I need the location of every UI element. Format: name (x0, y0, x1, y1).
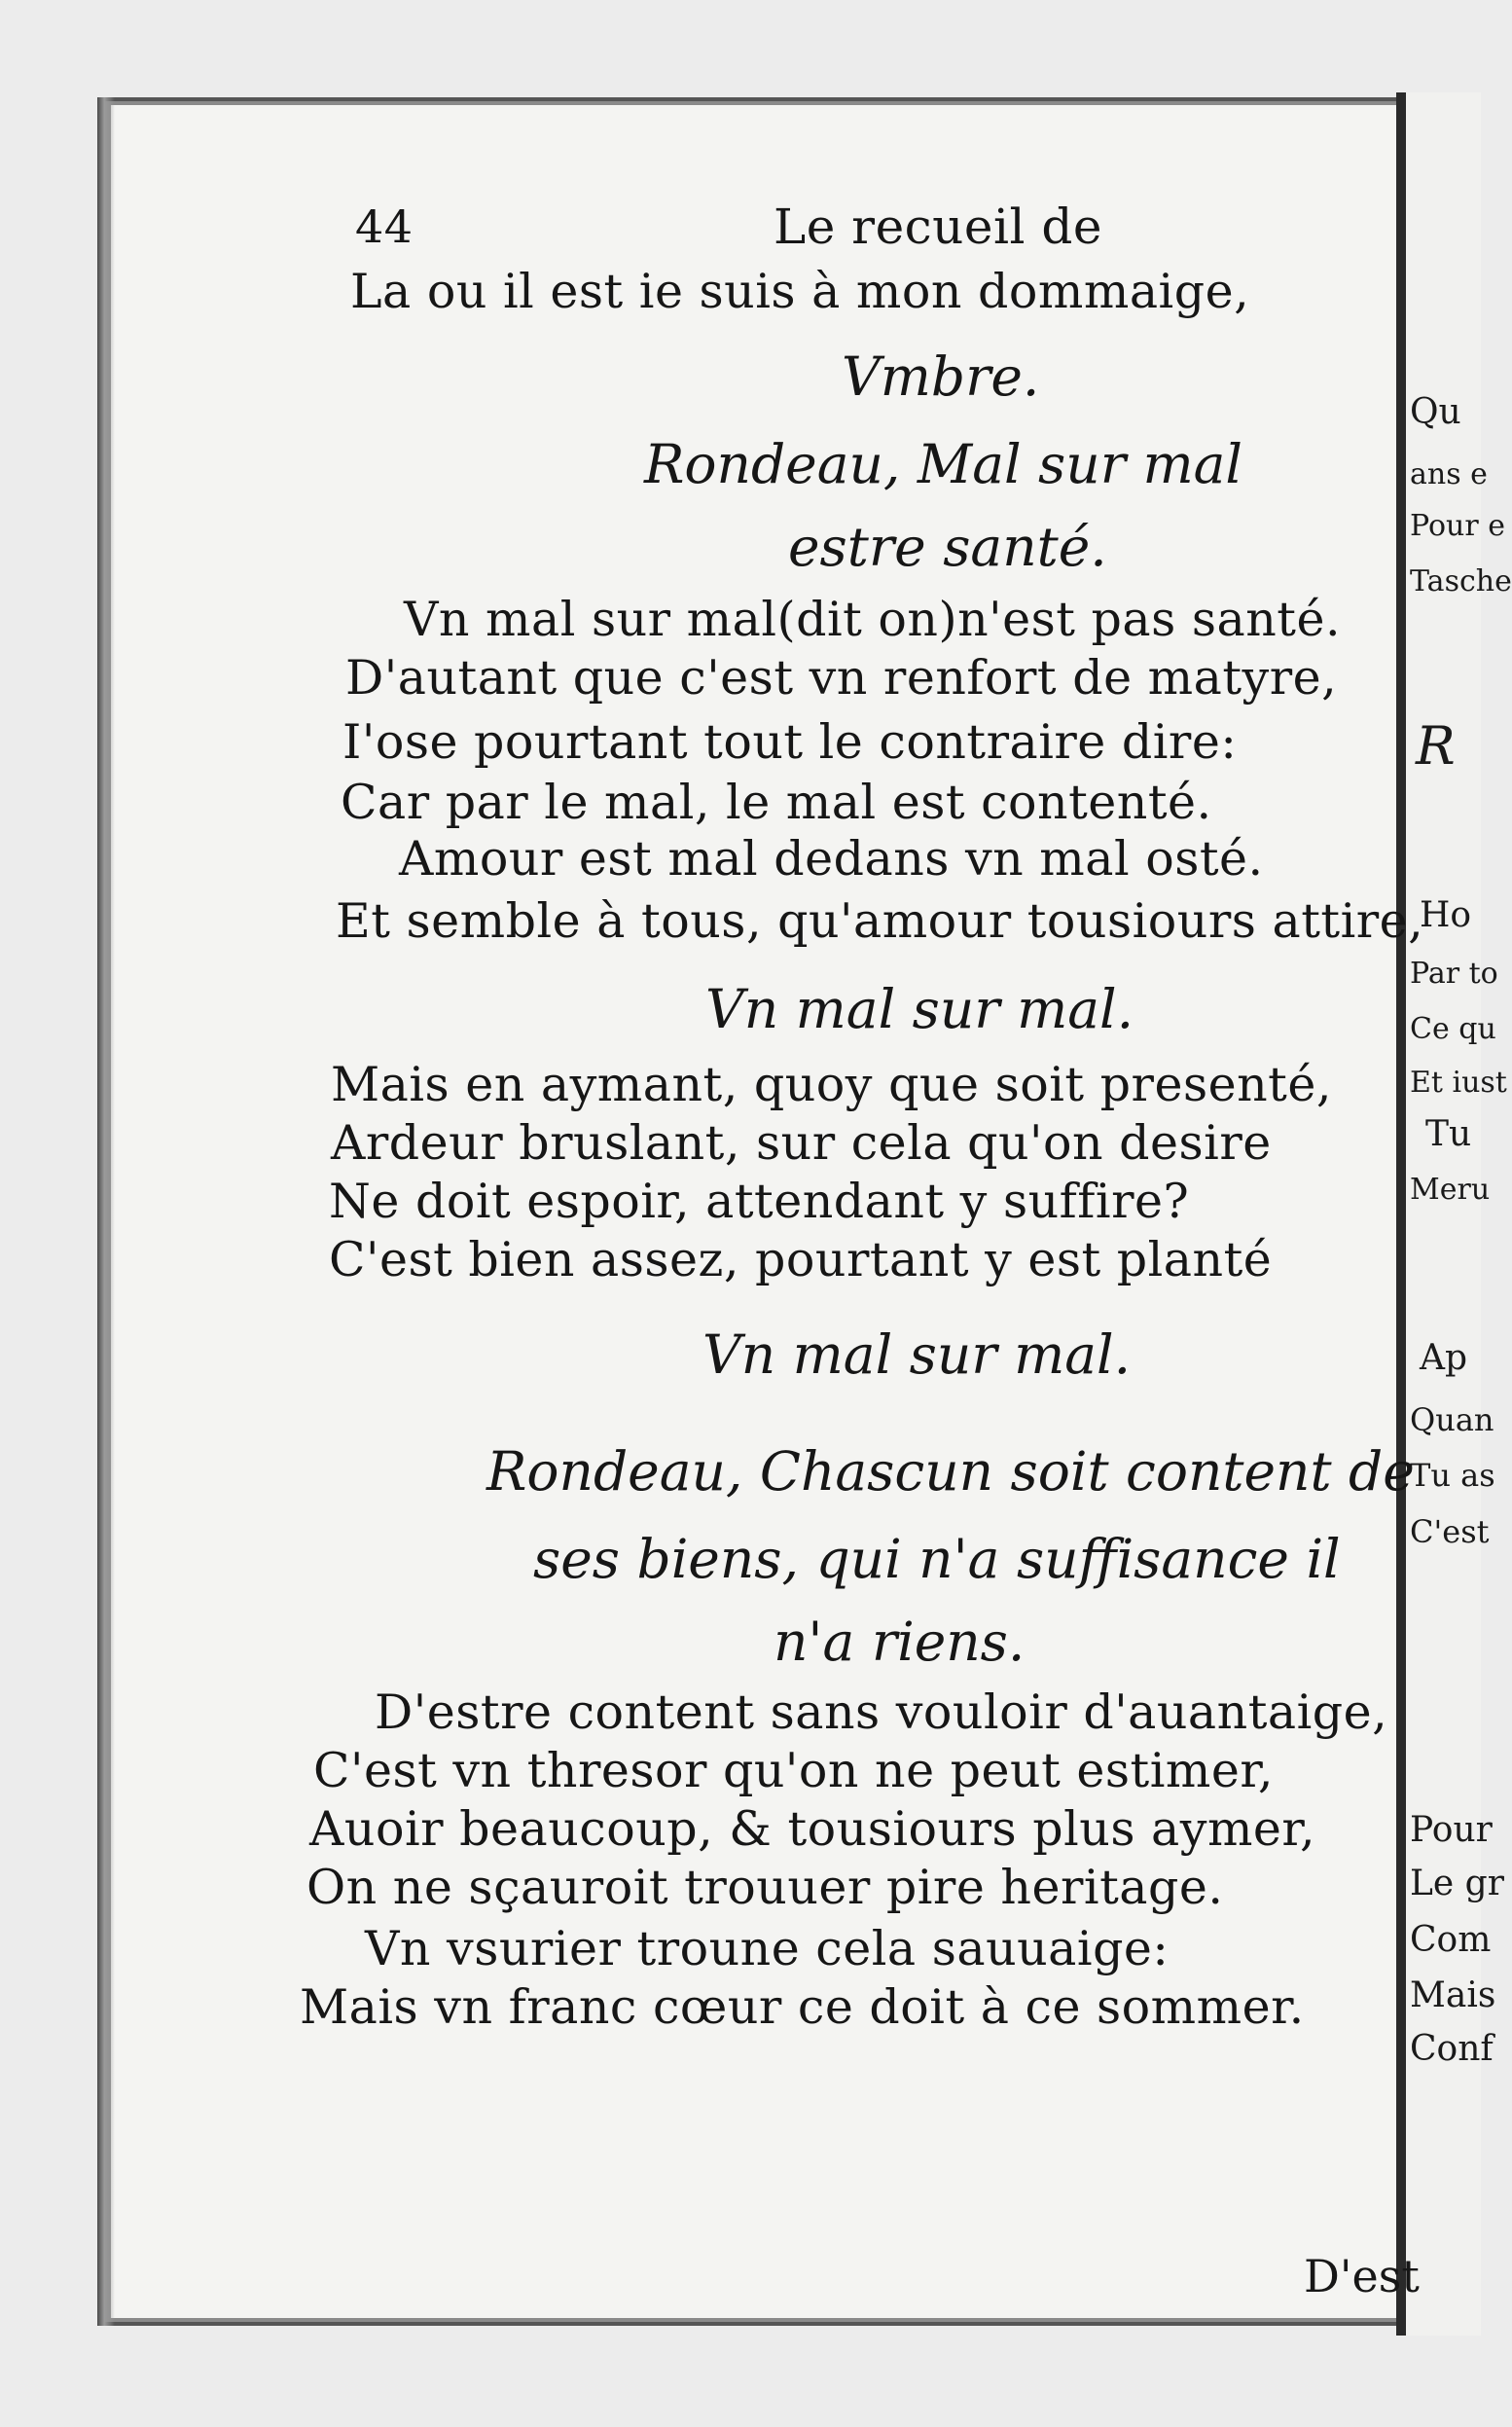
text-line: La ou il est ie suis à mon dommaige, (350, 264, 1250, 319)
text-line: D'autant que c'est vn renfort de matyre, (345, 650, 1338, 706)
facing-page-fragment: Tasche (1410, 564, 1512, 598)
text-line: Auoir beaucoup, & tousiours plus aymer, (309, 1801, 1316, 1857)
text-line: Amour est mal dedans vn mal osté. (399, 831, 1264, 887)
facing-page-fragment: Ho (1420, 895, 1472, 935)
facing-page-fragment: Conf (1410, 2029, 1494, 2069)
facing-page-fragment: Par to (1410, 957, 1498, 991)
section-heading: Rondeau, Mal sur mal (644, 433, 1243, 495)
text-line: Mais vn franc cœur ce doit à ce sommer. (300, 1979, 1305, 2035)
facing-page-fragment: Ce qu (1410, 1012, 1496, 1046)
text-line: On ne sçauroit trouuer pire heritage. (306, 1860, 1224, 1915)
text-line: Vn mal sur mal(dit on)n'est pas santé. (404, 592, 1342, 647)
text-line: Et semble à tous, qu'amour tousiours attire, (336, 893, 1424, 949)
section-heading: Vmbre. (842, 345, 1040, 408)
refrain-line: Vn mal sur mal. (705, 978, 1134, 1040)
facing-page-fragment: Mais (1410, 1975, 1496, 2015)
facing-page-fragment: Com (1410, 1920, 1492, 1960)
page-number: 44 (355, 200, 414, 253)
facing-page-edge (1396, 92, 1512, 2336)
running-head: Le recueil de (774, 199, 1102, 255)
catchword: D'est (1304, 2250, 1420, 2302)
facing-page-fragment: Pour (1410, 1810, 1493, 1850)
text-line: C'est bien assez, pourtant y est planté (329, 1232, 1273, 1287)
facing-page-fragment: Le gr (1410, 1864, 1504, 1903)
refrain-line: Vn mal sur mal. (702, 1323, 1132, 1386)
text-line: C'est vn thresor qu'on ne peut estimer, (313, 1743, 1274, 1798)
facing-page-fragment: ans e (1410, 457, 1488, 491)
text-line: Vn vsurier troune cela sauuaige: (365, 1921, 1170, 1976)
section-heading: ses biens, qui n'a suffisance il (533, 1528, 1341, 1590)
facing-page-fragment: Et iust (1410, 1066, 1507, 1100)
text-line: I'ose pourtant tout le contraire dire: (342, 714, 1238, 770)
text-line: Mais en aymant, quoy que soit presenté, (331, 1057, 1332, 1112)
facing-page-fragment: Qu (1410, 392, 1461, 432)
section-heading: n'a riens. (774, 1611, 1026, 1673)
facing-page-fragment: Tu as (1410, 1457, 1495, 1494)
facing-page-fragment: Ap (1420, 1338, 1468, 1378)
facing-page-fragment: Meru (1410, 1173, 1491, 1207)
facing-page-fragment: R (1416, 715, 1456, 777)
section-heading: estre santé. (788, 516, 1107, 578)
facing-page-fragment: Quan (1410, 1401, 1494, 1438)
facing-page-fragment: Pour e (1410, 509, 1505, 543)
section-heading: Rondeau, Chascun soit content de (486, 1440, 1415, 1503)
text-line: Car par le mal, le mal est contenté. (341, 775, 1212, 830)
text-line: Ne doit espoir, attendant y suffire? (329, 1174, 1190, 1229)
text-line: D'estre content sans vouloir d'auantaige, (375, 1684, 1388, 1740)
facing-page-fragment: C'est (1410, 1513, 1490, 1550)
text-line: Ardeur bruslant, sur cela qu'on desire (331, 1115, 1272, 1171)
facing-page-fragment: Tu (1425, 1114, 1472, 1154)
